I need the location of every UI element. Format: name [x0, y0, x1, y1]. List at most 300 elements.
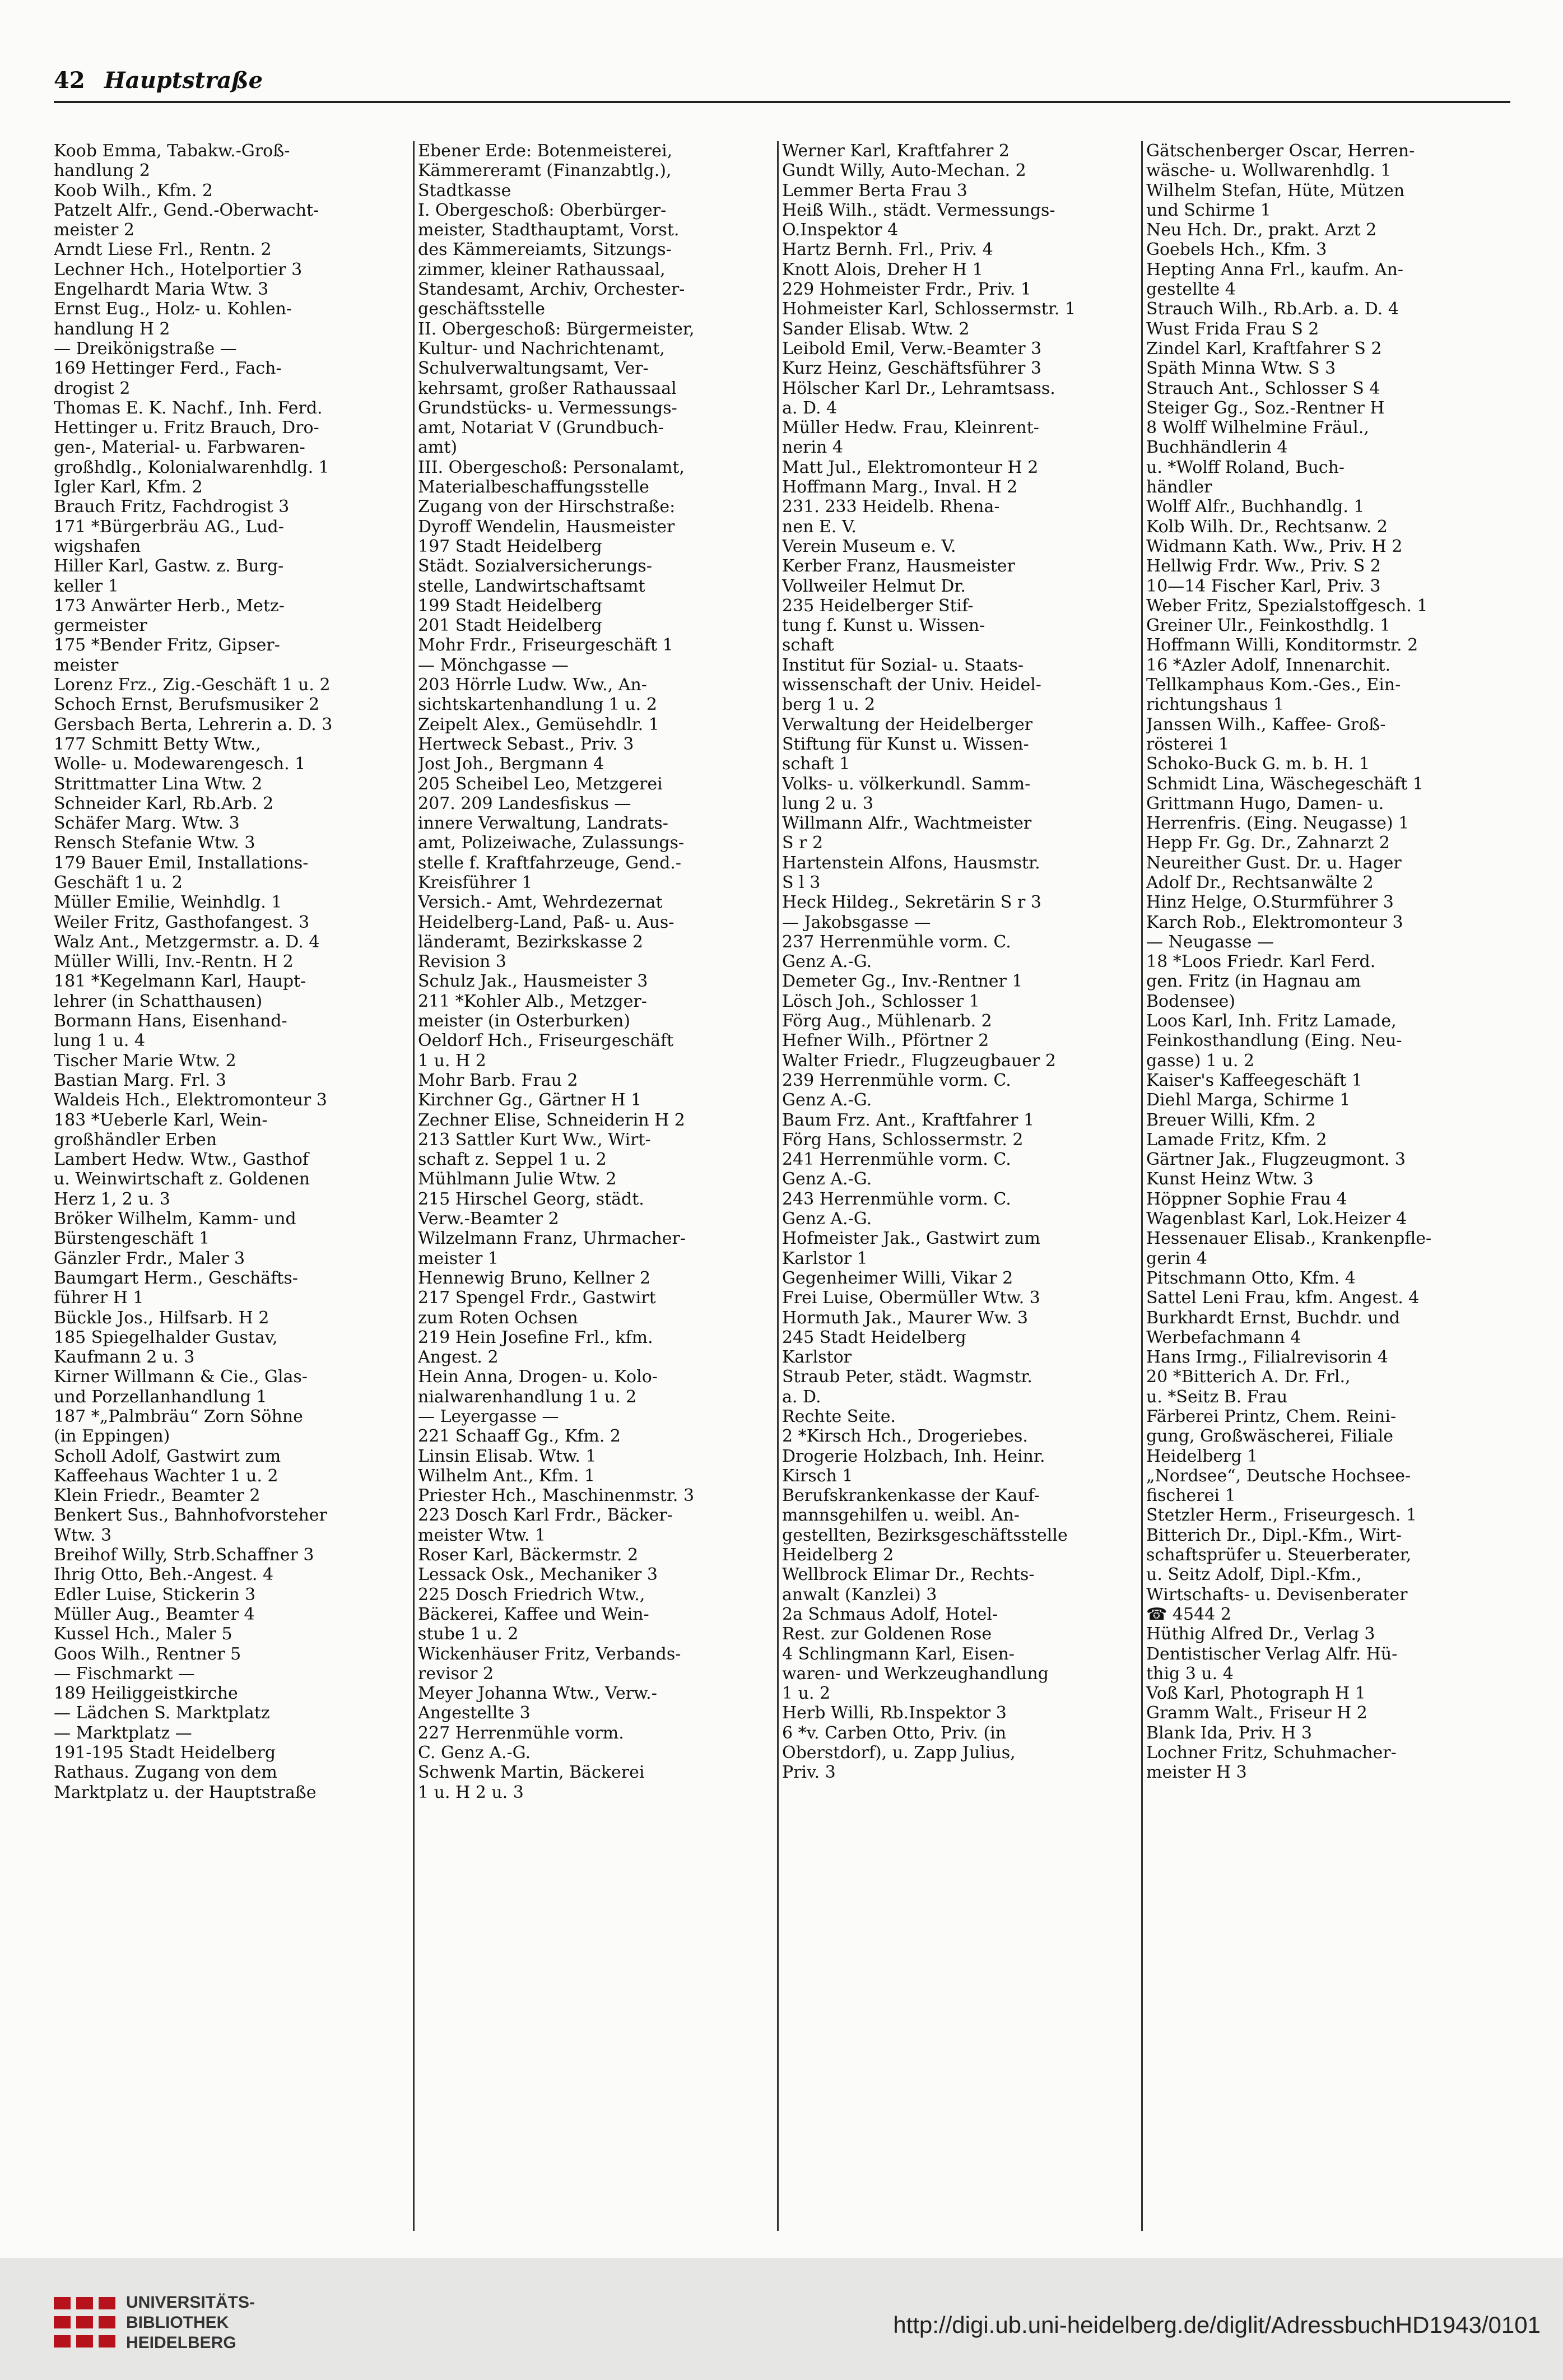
- directory-entry: Buchhändlerin 4: [1146, 438, 1288, 458]
- directory-entry: 241 Herrenmühle vorm. C.: [782, 1150, 1011, 1170]
- directory-entry: amt, Polizeiwache, Zulassungs-: [418, 833, 685, 853]
- directory-entry: Späth Minna Wtw. S 3: [1146, 359, 1336, 379]
- directory-entry: 217 Spengel Frdr., Gastwirt: [418, 1288, 656, 1308]
- directory-entry: — Marktplatz —: [54, 1723, 192, 1743]
- directory-entry: 191-195 Stadt Heidelberg: [54, 1743, 276, 1763]
- directory-entry: Thomas E. K. Nachf., Inh. Ferd.: [54, 398, 323, 418]
- directory-entry: Engelhardt Maria Wtw. 3: [54, 280, 269, 300]
- directory-entry: 189 Heiliggeistkirche: [54, 1684, 238, 1704]
- directory-entry: Frei Luise, Obermüller Wtw. 3: [782, 1288, 1040, 1308]
- directory-entry: Greiner Ulr., Feinkosthdlg. 1: [1146, 616, 1391, 636]
- directory-entry: Wickenhäuser Fritz, Verbands-: [418, 1644, 681, 1664]
- directory-entry: Kussel Hch., Maler 5: [54, 1624, 232, 1644]
- directory-entry: Lechner Hch., Hotelportier 3: [54, 259, 303, 280]
- directory-entry: meister, Stadthauptamt, Vorst.: [418, 220, 680, 240]
- directory-entry: Verein Museum e. V.: [782, 536, 956, 556]
- directory-entry: amt): [418, 438, 458, 458]
- directory-entry: Lambert Hedw. Wtw., Gasthof: [54, 1150, 309, 1170]
- directory-entry: Hennewig Bruno, Kellner 2: [418, 1268, 651, 1288]
- directory-entry: amt, Notariat V (Grundbuch-: [418, 418, 664, 438]
- directory-entry: Klein Friedr., Beamter 2: [54, 1486, 260, 1506]
- directory-entry: Dyroff Wendelin, Hausmeister: [418, 517, 675, 537]
- directory-entry: Herb Willi, Rb.Inspektor 3: [782, 1703, 1007, 1723]
- directory-entry: Bitterich Dr., Dipl.-Kfm., Wirt-: [1146, 1525, 1402, 1545]
- directory-entry: stube 1 u. 2: [418, 1624, 519, 1644]
- directory-entry: stelle f. Kraftfahrzeuge, Gend.-: [418, 853, 682, 873]
- column-4: [1146, 141, 1505, 2231]
- directory-entry: drogist 2: [54, 378, 131, 398]
- directory-entry: wigshafen: [54, 536, 141, 556]
- directory-entry: Genz A.-G.: [782, 1090, 872, 1110]
- directory-entry: Hettinger u. Fritz Brauch, Dro-: [54, 418, 319, 438]
- directory-entry: Drogerie Holzbach, Inh. Heinr.: [782, 1446, 1045, 1466]
- directory-entry: zimmer, kleiner Rathaussaal,: [418, 259, 666, 280]
- directory-entry: S l 3: [782, 872, 821, 892]
- directory-entry: meister Wtw. 1: [418, 1525, 546, 1545]
- directory-entry: 215 Hirschel Georg, städt.: [418, 1189, 644, 1209]
- directory-entry: gestellten, Bezirksgeschäftsstelle: [782, 1525, 1068, 1545]
- directory-entry: Hartenstein Alfons, Hausmstr.: [782, 853, 1040, 873]
- directory-entry: Hiller Karl, Gastw. z. Burg-: [54, 556, 284, 577]
- directory-entry: Wirtschafts- u. Devisenberater: [1146, 1584, 1408, 1605]
- directory-entry: Zugang von der Hirschstraße:: [418, 497, 676, 517]
- directory-entry: Kerber Franz, Hausmeister: [782, 556, 1015, 577]
- directory-entry: 173 Anwärter Herb., Metz-: [54, 596, 285, 616]
- directory-entry: Wilhelm Stefan, Hüte, Mützen: [1146, 180, 1405, 201]
- directory-entry: Karch Rob., Elektromonteur 3: [1146, 912, 1403, 932]
- directory-entry: Bormann Hans, Eisenhand-: [54, 1011, 287, 1031]
- directory-entry: Goos Wilh., Rentner 5: [54, 1644, 241, 1664]
- directory-entry: Wtw. 3: [54, 1525, 112, 1545]
- directory-entry: Hartz Bernh. Frl., Priv. 4: [782, 240, 993, 260]
- directory-entry: Kunst Heinz Wtw. 3: [1146, 1169, 1314, 1189]
- directory-entry: 10—14 Fischer Karl, Priv. 3: [1146, 576, 1381, 596]
- directory-entry: schaftsprüfer u. Steuerberater,: [1146, 1545, 1412, 1565]
- directory-entry: Zindel Karl, Kraftfahrer S 2: [1146, 338, 1382, 359]
- directory-entry: Bäckerei, Kaffee und Wein-: [418, 1604, 649, 1624]
- directory-entry: Rest. zur Goldenen Rose: [782, 1624, 992, 1644]
- directory-entry: Loos Karl, Inh. Fritz Lamade,: [1146, 1011, 1397, 1031]
- directory-entry: Hertweck Sebast., Priv. 3: [418, 734, 634, 754]
- directory-entry: Meyer Johanna Wtw., Verw.-: [418, 1684, 657, 1704]
- directory-entry: Widmann Kath. Ww., Priv. H 2: [1146, 536, 1403, 556]
- directory-entry: u. *Wolff Roland, Buch-: [1146, 457, 1345, 477]
- directory-entry: Arndt Liese Frl., Rentn. 2: [54, 240, 272, 260]
- directory-entry: stelle, Landwirtschaftsamt: [418, 576, 645, 596]
- directory-entry: lung 2 u. 3: [782, 793, 874, 814]
- directory-entry: Grittmann Hugo, Damen- u.: [1146, 793, 1384, 814]
- directory-entry: Burkhardt Ernst, Buchdr. und: [1146, 1308, 1400, 1328]
- directory-entry: Edler Luise, Stickerin 3: [54, 1584, 256, 1605]
- directory-entry: Kultur- und Nachrichtenamt,: [418, 338, 665, 359]
- directory-entry: schaft z. Seppel 1 u. 2: [418, 1150, 607, 1170]
- directory-entry: 199 Stadt Heidelberg: [418, 596, 602, 616]
- directory-entry: Schulz Jak., Hausmeister 3: [418, 971, 648, 992]
- directory-entry: händler: [1146, 477, 1212, 498]
- directory-entry: Verw.-Beamter 2: [418, 1209, 559, 1229]
- directory-entry: Heidelberg 1: [1146, 1446, 1258, 1466]
- directory-entry: 187 *„Palmbräu“ Zorn Söhne: [54, 1407, 303, 1426]
- directory-entry: Oberstdorf), u. Zapp Julius,: [782, 1743, 1016, 1763]
- directory-entry: gerin 4: [1146, 1248, 1207, 1268]
- directory-entry: Wellbrock Elimar Dr., Rechts-: [782, 1565, 1035, 1585]
- directory-entry: Willmann Alfr., Wachtmeister: [782, 814, 1032, 834]
- directory-entry: Hüthig Alfred Dr., Verlag 3: [1146, 1624, 1375, 1644]
- directory-entry: Hohmeister Karl, Schlossermstr. 1: [782, 299, 1076, 319]
- directory-entry: Wilhelm Ant., Kfm. 1: [418, 1466, 595, 1486]
- directory-entry: Kaiser's Kaffeegeschäft 1: [1146, 1070, 1362, 1090]
- directory-entry: Baumgart Herm., Geschäfts-: [54, 1268, 298, 1288]
- directory-entry: Lösch Joh., Schlosser 1: [782, 991, 980, 1011]
- directory-entry: — Mönchgasse —: [418, 655, 569, 675]
- directory-entry: Weiler Fritz, Gasthofangest. 3: [54, 912, 310, 932]
- directory-entry: Koob Emma, Tabakw.-Groß-: [54, 141, 290, 161]
- directory-entry: länderamt, Bezirkskasse 2: [418, 932, 643, 952]
- directory-entry: Lemmer Berta Frau 3: [782, 180, 967, 201]
- directory-entry: revisor 2: [418, 1663, 494, 1684]
- directory-entry: Schneider Karl, Rb.Arb. 2: [54, 793, 274, 814]
- directory-entry: gung, Großwäscherei, Filiale: [1146, 1426, 1393, 1447]
- directory-entry: Wust Frida Frau S 2: [1146, 319, 1319, 339]
- directory-entry: Herrenfris. (Eing. Neugasse) 1: [1146, 814, 1410, 834]
- directory-entry: Wilzelmann Franz, Uhrmacher-: [418, 1229, 686, 1249]
- directory-entry: Wolle- u. Modewarengesch. 1: [54, 754, 306, 774]
- directory-entry: Matt Jul., Elektromonteur H 2: [782, 457, 1039, 477]
- directory-entry: Gegenheimer Willi, Vikar 2: [782, 1268, 1013, 1288]
- directory-entry: ☎ 4544 2: [1146, 1604, 1231, 1624]
- directory-entry: 185 Spiegelhalder Gustav,: [54, 1327, 278, 1347]
- directory-entry: meister 1: [418, 1248, 499, 1268]
- directory-entry: Werner Karl, Kraftfahrer 2: [782, 141, 1010, 161]
- directory-entry: mannsgehilfen u. weibl. An-: [782, 1505, 1020, 1526]
- directory-entry: Materialbeschaffungsstelle: [418, 477, 649, 498]
- directory-entry: Herz 1, 2 u. 3: [54, 1189, 170, 1209]
- directory-entry: Kreisführer 1: [418, 872, 533, 892]
- directory-entry: u. *Seitz B. Frau: [1146, 1387, 1288, 1407]
- directory-entry: Janssen Wilh., Kaffee- Groß-: [1146, 714, 1386, 735]
- directory-entry: Müller Hedw. Frau, Kleinrent-: [782, 418, 1039, 438]
- directory-entry: O.Inspektor 4: [782, 220, 899, 240]
- directory-entry: Hefner Wilh., Pförtner 2: [782, 1031, 989, 1051]
- directory-entry: Walz Ant., Metzgermstr. a. D. 4: [54, 932, 320, 952]
- directory-entry: 213 Sattler Kurt Ww., Wirt-: [418, 1129, 651, 1150]
- directory-entry: Schoko-Buck G. m. b. H. 1: [1146, 754, 1370, 774]
- column-divider: [413, 141, 415, 2231]
- directory-entry: Zechner Elise, Schneiderin H 2: [418, 1110, 685, 1130]
- directory-entry: Breihof Willy, Strb.Schaffner 3: [54, 1545, 314, 1565]
- directory-entry: Mühlmann Julie Wtw. 2: [418, 1169, 617, 1189]
- directory-entry: Demeter Gg., Inv.-Rentner 1: [782, 971, 1023, 992]
- directory-entry: Lamade Fritz, Kfm. 2: [1146, 1129, 1327, 1150]
- column-1: [54, 141, 412, 2231]
- directory-entry: Heidelberg 2: [782, 1545, 894, 1565]
- directory-entry: handlung 2: [54, 161, 150, 181]
- page-number: 42: [54, 67, 85, 94]
- directory-entry: Breuer Willi, Kfm. 2: [1146, 1110, 1316, 1130]
- directory-entry: Roser Karl, Bäckermstr. 2: [418, 1545, 639, 1565]
- directory-entry: 223 Dosch Karl Frdr., Bäcker-: [418, 1505, 673, 1526]
- directory-entry: meister 2: [54, 220, 134, 240]
- directory-entry: Rechte Seite.: [782, 1407, 896, 1426]
- directory-entry: Tischer Marie Wtw. 2: [54, 1050, 236, 1071]
- directory-entry: und Schirme 1: [1146, 200, 1271, 220]
- directory-entry: Stiftung für Kunst u. Wissen-: [782, 734, 1029, 754]
- directory-entry: 1 u. H 2: [418, 1050, 486, 1071]
- column-3: [782, 141, 1141, 2231]
- directory-entry: a. D. 4: [782, 398, 838, 418]
- directory-entry: großhändler Erben: [54, 1129, 217, 1150]
- directory-entry: Lochner Fritz, Schuhmacher-: [1146, 1743, 1397, 1763]
- directory-entry: wäsche- u. Wollwarenhdlg. 1: [1146, 161, 1392, 181]
- directory-entry: meister (in Osterburken): [418, 1011, 630, 1031]
- directory-entry: Kämmereramt (Finanzabtlg.),: [418, 161, 672, 181]
- directory-entry: gen. Fritz (in Hagnau am: [1146, 971, 1361, 992]
- directory-entry: 1 u. H 2 u. 3: [418, 1782, 524, 1802]
- directory-entry: Dentistischer Verlag Alfr. Hü-: [1146, 1644, 1398, 1664]
- directory-entry: Schäfer Marg. Wtw. 3: [54, 814, 240, 834]
- page-title: Hauptstraße: [104, 67, 263, 94]
- directory-entry: 211 *Kohler Alb., Metzger-: [418, 991, 647, 1011]
- directory-entry: großhdlg., Kolonialwarenhdlg. 1: [54, 457, 329, 477]
- directory-entry: 171 *Bürgerbräu AG., Lud-: [54, 517, 284, 537]
- directory-entry: 16 *Azler Adolf, Innenarchit.: [1146, 655, 1391, 675]
- directory-entry: Genz A.-G.: [782, 1209, 872, 1229]
- directory-entry: Hessenauer Elisab., Krankenpfle-: [1146, 1229, 1432, 1249]
- directory-entry: handlung H 2: [54, 319, 170, 339]
- directory-entry: Höppner Sophie Frau 4: [1146, 1189, 1347, 1209]
- library-logo-icon[interactable]: [54, 2297, 115, 2348]
- directory-entry: meister: [54, 655, 119, 675]
- directory-entry: Heck Hildeg., Sekretärin S r 3: [782, 892, 1041, 913]
- directory-entry: Kirner Willmann & Cie., Glas-: [54, 1367, 308, 1387]
- directory-entry: Gätschenberger Oscar, Herren-: [1146, 141, 1415, 161]
- directory-entry: geschäftsstelle: [418, 299, 546, 319]
- directory-entry: Bodensee): [1146, 991, 1235, 1011]
- directory-entry: Gramm Walt., Friseur H 2: [1146, 1703, 1367, 1723]
- directory-entry: Kaffeehaus Wachter 1 u. 2: [54, 1466, 278, 1486]
- directory-entry: 2a Schmaus Adolf, Hotel-: [782, 1604, 998, 1624]
- directory-entry: lung 1 u. 4: [54, 1031, 146, 1051]
- directory-entry: Oeldorf Hch., Friseurgeschäft: [418, 1031, 674, 1051]
- directory-entry: 2 *Kirsch Hch., Drogeriebes.: [782, 1426, 1028, 1447]
- directory-entry: Bückle Jos., Hilfsarb. H 2: [54, 1308, 269, 1328]
- directory-entry: Weber Fritz, Spezialstoffgesch. 1: [1146, 596, 1428, 616]
- directory-entry: Schulverwaltungsamt, Ver-: [418, 359, 649, 379]
- directory-entry: — Jakobsgasse —: [782, 912, 931, 932]
- directory-entry: Hofmeister Jak., Gastwirt zum: [782, 1229, 1040, 1249]
- directory-entry: Lorenz Frz., Zig.-Geschäft 1 u. 2: [54, 675, 331, 695]
- directory-entry: Hans Irmg., Filialrevisorin 4: [1146, 1347, 1388, 1368]
- directory-entry: Goebels Hch., Kfm. 3: [1146, 240, 1327, 260]
- source-url-link[interactable]: http://digi.ub.uni-heidelberg.de/diglit/AdressbuchHD1943/0101: [893, 2312, 1541, 2338]
- directory-entry: anwalt (Kanzlei) 3: [782, 1584, 937, 1605]
- directory-entry: Hoffmann Willi, Konditormstr. 2: [1146, 635, 1418, 656]
- directory-entry: fischerei 1: [1146, 1486, 1236, 1506]
- directory-entry: Angestellte 3: [418, 1703, 531, 1723]
- directory-entry: — Leyergasse —: [418, 1407, 559, 1426]
- directory-entry: Schoch Ernst, Berufsmusiker 2: [54, 695, 320, 715]
- directory-entry: Volks- u. völkerkundl. Samm-: [782, 774, 1031, 794]
- directory-entry: Baum Frz. Ant., Kraftfahrer 1: [782, 1110, 1035, 1130]
- directory-entry: Priester Hch., Maschinenmstr. 3: [418, 1486, 695, 1506]
- directory-entry: keller 1: [54, 576, 119, 596]
- directory-entry: Straub Peter, städt. Wagmstr.: [782, 1367, 1032, 1387]
- directory-entry: gen-, Material- u. Farbwaren-: [54, 438, 305, 458]
- directory-entry: Jost Joh., Bergmann 4: [418, 754, 604, 774]
- directory-entry: Igler Karl, Kfm. 2: [54, 477, 203, 498]
- directory-entry: 227 Herrenmühle vorm.: [418, 1723, 624, 1743]
- directory-entry: Förg Aug., Mühlenarb. 2: [782, 1011, 992, 1031]
- directory-entry: Städt. Sozialversicherungs-: [418, 556, 652, 577]
- directory-entry: Walter Friedr., Flugzeugbauer 2: [782, 1050, 1056, 1071]
- directory-entry: Karlstor 1: [782, 1248, 868, 1268]
- directory-entry: lehrer (in Schatthausen): [54, 991, 263, 1011]
- directory-entry: Versich.- Amt, Wehrdezernat: [418, 892, 663, 913]
- directory-entry: 231. 233 Heidelb. Rhena-: [782, 497, 1000, 517]
- directory-entry: waren- und Werkzeughandlung: [782, 1663, 1049, 1684]
- directory-entry: Mohr Frdr., Friseurgeschäft 1: [418, 635, 673, 656]
- directory-entry: 197 Stadt Heidelberg: [418, 536, 602, 556]
- directory-entry: 6 *v. Carben Otto, Priv. (in: [782, 1723, 1007, 1743]
- directory-entry: 229 Hohmeister Frdr., Priv. 1: [782, 280, 1031, 300]
- directory-entry: 179 Bauer Emil, Installations-: [54, 853, 309, 873]
- directory-entry: Vollweiler Helmut Dr.: [782, 576, 966, 596]
- directory-entry: 203 Hörrle Ludw. Ww., An-: [418, 675, 647, 695]
- directory-entry: Kirsch 1: [782, 1466, 853, 1486]
- directory-entry: richtungshaus 1: [1146, 695, 1284, 715]
- directory-entry: Bastian Marg. Frl. 3: [54, 1070, 226, 1090]
- directory-entry: berg 1 u. 2: [782, 695, 876, 715]
- directory-entry: u. Seitz Adolf, Dipl.-Kfm.,: [1146, 1565, 1362, 1585]
- directory-entry: Ihrig Otto, Beh.-Angest. 4: [54, 1565, 274, 1585]
- directory-entry: — Dreikönigstraße —: [54, 338, 237, 359]
- directory-entry: Werbefachmann 4: [1146, 1327, 1301, 1347]
- column-2: [418, 141, 776, 2231]
- directory-entry: Standesamt, Archiv, Orchester-: [418, 280, 685, 300]
- directory-entry: Pitschmann Otto, Kfm. 4: [1146, 1268, 1356, 1288]
- directory-entry: wissenschaft der Univ. Heidel-: [782, 675, 1041, 695]
- directory-entry: germeister: [54, 616, 147, 636]
- directory-entry: 177 Schmitt Betty Wtw.,: [54, 734, 261, 754]
- directory-entry: Schwenk Martin, Bäckerei: [418, 1763, 645, 1783]
- directory-entry: — Neugasse —: [1146, 932, 1274, 952]
- directory-entry: 219 Hein Josefine Frl., kfm.: [418, 1327, 653, 1347]
- directory-entry: schaft: [782, 635, 834, 656]
- directory-entry: Marktplatz u. der Hauptstraße: [54, 1782, 317, 1802]
- directory-entry: Förg Hans, Schlossermstr. 2: [782, 1129, 1024, 1150]
- directory-entry: 221 Schaaff Gg., Kfm. 2: [418, 1426, 621, 1447]
- directory-entry: I. Obergeschoß: Oberbürger-: [418, 200, 667, 220]
- directory-entry: nerin 4: [782, 438, 843, 458]
- directory-entry: Hoffmann Marg., Inval. H 2: [782, 477, 1018, 498]
- directory-entry: Zeipelt Alex., Gemüsehdlr. 1: [418, 714, 659, 735]
- directory-entry: 181 *Kegelmann Karl, Haupt-: [54, 971, 306, 992]
- directory-entry: Bröker Wilhelm, Kamm- und: [54, 1209, 296, 1229]
- directory-entry: (in Eppingen): [54, 1426, 170, 1447]
- directory-entry: Bürstengeschäft 1: [54, 1229, 210, 1249]
- directory-entry: Strauch Wilh., Rb.Arb. a. D. 4: [1146, 299, 1399, 319]
- directory-entry: 169 Hettinger Ferd., Fach-: [54, 359, 282, 379]
- directory-entry: „Nordsee“, Deutsche Hochsee-: [1146, 1466, 1411, 1486]
- directory-entry: 18 *Loos Friedr. Karl Ferd.: [1146, 952, 1376, 972]
- directory-entry: Sander Elisab. Wtw. 2: [782, 319, 970, 339]
- directory-entry: Voß Karl, Photograph H 1: [1146, 1684, 1366, 1704]
- directory-entry: Hein Anna, Drogen- u. Kolo-: [418, 1367, 658, 1387]
- directory-entry: zum Roten Ochsen: [418, 1308, 578, 1328]
- directory-entry: u. Weinwirtschaft z. Goldenen: [54, 1169, 310, 1189]
- directory-entry: III. Obergeschoß: Personalamt,: [418, 457, 685, 477]
- directory-entry: kehrsamt, großer Rathaussaal: [418, 378, 677, 398]
- directory-entry: Kurz Heinz, Geschäftsführer 3: [782, 359, 1041, 379]
- directory-entry: Kolb Wilh. Dr., Rechtsanw. 2: [1146, 517, 1388, 537]
- directory-entry: Kirchner Gg., Gärtner H 1: [418, 1090, 642, 1110]
- directory-entry: Schmidt Lina, Wäschegeschäft 1: [1146, 774, 1424, 794]
- directory-entry: Benkert Sus., Bahnhofvorsteher: [54, 1505, 327, 1526]
- directory-entry: 243 Herrenmühle vorm. C.: [782, 1189, 1011, 1209]
- directory-entry: Heidelberg-Land, Paß- u. Aus-: [418, 912, 674, 932]
- directory-entry: innere Verwaltung, Landrats-: [418, 814, 668, 834]
- directory-entry: Färberei Printz, Chem. Reini-: [1146, 1407, 1397, 1426]
- directory-entry: 207. 209 Landesfiskus —: [418, 793, 631, 814]
- directory-entry: 183 *Ueberle Karl, Wein-: [54, 1110, 268, 1130]
- directory-entry: Müller Emilie, Weinhdlg. 1: [54, 892, 282, 913]
- directory-entry: Gersbach Berta, Lehrerin a. D. 3: [54, 714, 333, 735]
- page-header: [54, 63, 1510, 96]
- directory-entry: Adolf Dr., Rechtsanwälte 2: [1146, 872, 1374, 892]
- directory-entry: 225 Dosch Friedrich Wtw.,: [418, 1584, 645, 1605]
- directory-entry: 205 Scheibel Leo, Metzgerei: [418, 774, 663, 794]
- directory-entry: 235 Heidelberger Stif-: [782, 596, 974, 616]
- directory-entry: Steiger Gg., Soz.-Rentner H: [1146, 398, 1385, 418]
- header-rule: [54, 101, 1510, 103]
- directory-entry: Knott Alois, Dreher H 1: [782, 259, 983, 280]
- directory-entry: Stetzler Herm., Friseurgesch. 1: [1146, 1505, 1417, 1526]
- directory-entry: Wagenblast Karl, Lok.Heizer 4: [1146, 1209, 1407, 1229]
- directory-entry: Verwaltung der Heidelberger: [782, 714, 1033, 735]
- directory-entry: Diehl Marga, Schirme 1: [1146, 1090, 1351, 1110]
- directory-entry: Hinz Helge, O.Sturmführer 3: [1146, 892, 1394, 913]
- directory-entry: Neu Hch. Dr., prakt. Arzt 2: [1146, 220, 1377, 240]
- directory-entry: Genz A.-G.: [782, 1169, 872, 1189]
- directory-entry: 20 *Bitterich A. Dr. Frl.,: [1146, 1367, 1351, 1387]
- directory-entry: Revision 3: [418, 952, 506, 972]
- directory-entry: thig 3 u. 4: [1146, 1663, 1234, 1684]
- directory-entry: gasse) 1 u. 2: [1146, 1050, 1254, 1071]
- directory-entry: rösterei 1: [1146, 734, 1229, 754]
- directory-entry: Hellwig Frdr. Ww., Priv. S 2: [1146, 556, 1381, 577]
- directory-entry: — Fischmarkt —: [54, 1663, 195, 1684]
- directory-entry: Linsin Elisab. Wtw. 1: [418, 1446, 597, 1466]
- directory-entry: 239 Herrenmühle vorm. C.: [782, 1070, 1011, 1090]
- directory-entry: des Kämmereiamts, Sitzungs-: [418, 240, 672, 260]
- library-name: UNIVERSITÄTS- BIBLIOTHEK HEIDELBERG: [126, 2293, 255, 2352]
- viewer-footer: [0, 2258, 1563, 2380]
- directory-entry: Hormuth Jak., Maurer Ww. 3: [782, 1308, 1028, 1328]
- directory-entry: Gänzler Frdr., Maler 3: [54, 1248, 245, 1268]
- directory-entry: Brauch Fritz, Fachdrogist 3: [54, 497, 290, 517]
- directory-entry: Waldeis Hch., Elektromonteur 3: [54, 1090, 327, 1110]
- directory-entry: sichtskartenhandlung 1 u. 2: [418, 695, 657, 715]
- directory-entry: Feinkosthandlung (Eing. Neu-: [1146, 1031, 1402, 1051]
- directory-entry: Blank Ida, Priv. H 3: [1146, 1723, 1312, 1743]
- directory-entry: Neureither Gust. Dr. u. Hager: [1146, 853, 1402, 873]
- directory-entry: Hepting Anna Frl., kaufm. An-: [1146, 259, 1404, 280]
- directory-entry: Heiß Wilh., städt. Vermessungs-: [782, 200, 1055, 220]
- directory-entry: gestellte 4: [1146, 280, 1236, 300]
- directory-entry: 8 Wolff Wilhelmine Fräul.,: [1146, 418, 1369, 438]
- directory-entry: Strauch Ant., Schlosser S 4: [1146, 378, 1380, 398]
- directory-entry: Ernst Eug., Holz- u. Kohlen-: [54, 299, 292, 319]
